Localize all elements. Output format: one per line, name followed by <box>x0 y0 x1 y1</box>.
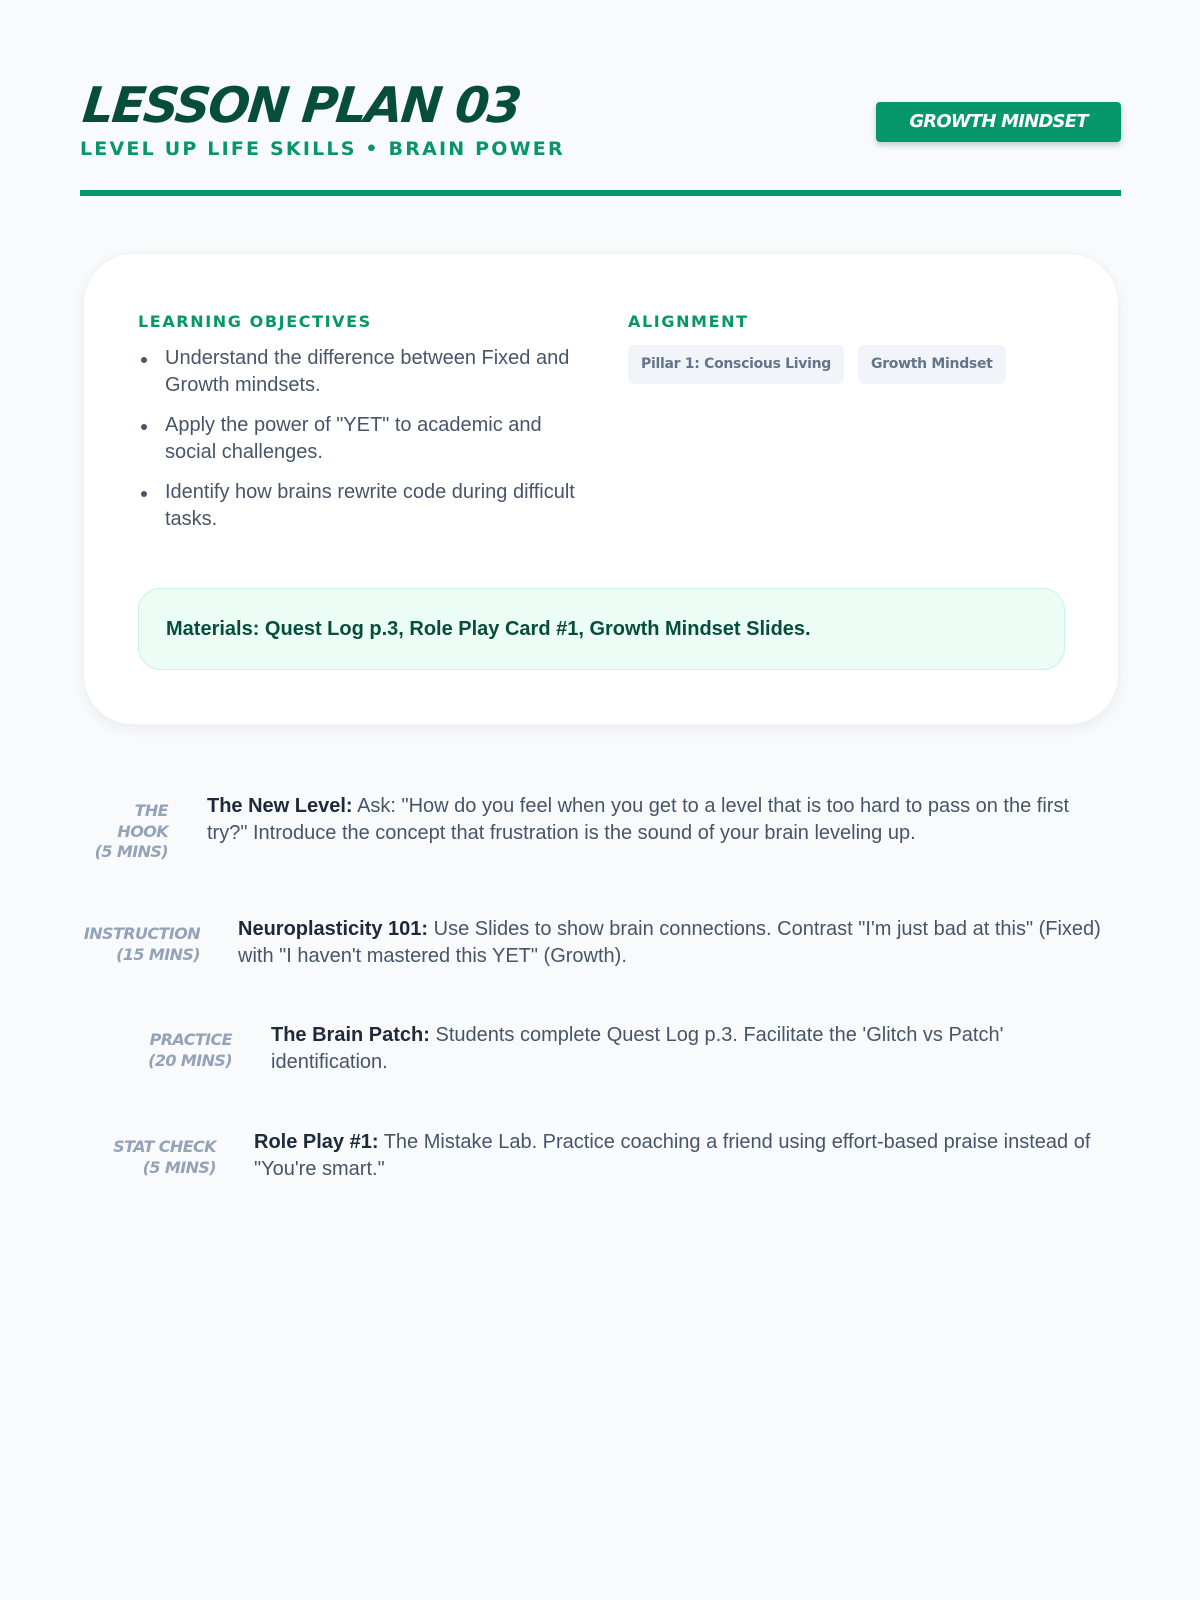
objective-item <box>138 345 578 399</box>
bullet-icon <box>141 357 147 363</box>
objective-item <box>138 479 578 533</box>
objective-text: Apply the power of "YET" to academic and social challenges. <box>165 414 542 463</box>
bullet-icon <box>141 424 147 430</box>
objective-text: Understand the difference between Fixed and Growth mindsets. <box>165 347 570 396</box>
step-label-line: THE <box>134 801 168 820</box>
objective-text: Identify how brains rewrite code during difficult tasks. <box>165 481 575 530</box>
step-practice-body: Students complete Quest Log p.3. Facilitate the 'Glitch vs Patch' identification. <box>271 1024 1004 1073</box>
learning-objectives-section <box>138 312 578 546</box>
step-hook-label <box>88 801 168 863</box>
step-practice-label <box>120 1030 232 1071</box>
step-stat-check-text <box>254 1129 1130 1183</box>
step-practice-title: The Brain Patch: <box>271 1024 430 1046</box>
step-stat-check-body: The Mistake Lab. Practice coaching a friend using effort-based praise instead of "You're smart." <box>254 1131 1091 1180</box>
header-divider <box>80 190 1121 196</box>
step-stat-check-title: Role Play #1: <box>254 1131 379 1153</box>
overview-card <box>83 253 1119 725</box>
objectives-list <box>138 345 578 533</box>
page-title: LESSON PLAN 03 <box>80 77 523 134</box>
step-label-line: (15 MINS) <box>116 944 200 964</box>
step-label-line: (5 MINS) <box>94 842 168 861</box>
materials-callout: Materials: Quest Log p.3, Role Play Card #1, Growth Mindset Slides. <box>138 588 1065 670</box>
bullet-icon <box>141 491 147 497</box>
step-hook-title: The New Level: <box>207 795 353 817</box>
alignment-section <box>628 312 1068 384</box>
alignment-heading: ALIGNMENT <box>628 312 749 331</box>
step-instruction-body: Use Slides to show brain connections. Contrast "I'm just bad at this" (Fixed) with "I haven't mastered this YET" (Growth). <box>238 918 1101 967</box>
page-subtitle: LEVEL UP LIFE SKILLS • BRAIN POWER <box>80 138 565 160</box>
objective-item <box>138 412 578 466</box>
step-label-line: HOOK <box>117 821 168 841</box>
step-label-line: (20 MINS) <box>148 1050 232 1070</box>
step-instruction-text <box>238 916 1108 970</box>
alignment-tag-growth-mindset: Growth Mindset <box>858 345 1006 384</box>
page-header <box>80 78 1121 160</box>
step-practice-text <box>271 1022 1071 1076</box>
step-hook-text <box>207 793 1107 847</box>
alignment-tags <box>628 345 1068 384</box>
alignment-tag-pillar: Pillar 1: Conscious Living <box>628 345 844 384</box>
step-stat-check-label <box>96 1137 216 1178</box>
step-instruction-title: Neuroplasticity 101: <box>238 918 429 940</box>
step-hook-body: Ask: "How do you feel when you get to a level that is too hard to pass on the first try?" Introduce the concept that frustration is the sound of your brain leveling up. <box>207 795 1070 844</box>
step-label-line: INSTRUCTION <box>83 924 200 943</box>
step-label-line: STAT CHECK <box>113 1137 216 1156</box>
objectives-heading: LEARNING OBJECTIVES <box>138 312 372 331</box>
step-instruction-label <box>78 924 200 965</box>
step-label-line: PRACTICE <box>149 1030 232 1049</box>
topic-badge: GROWTH MINDSET <box>876 102 1121 142</box>
step-label-line: (5 MINS) <box>142 1157 216 1177</box>
